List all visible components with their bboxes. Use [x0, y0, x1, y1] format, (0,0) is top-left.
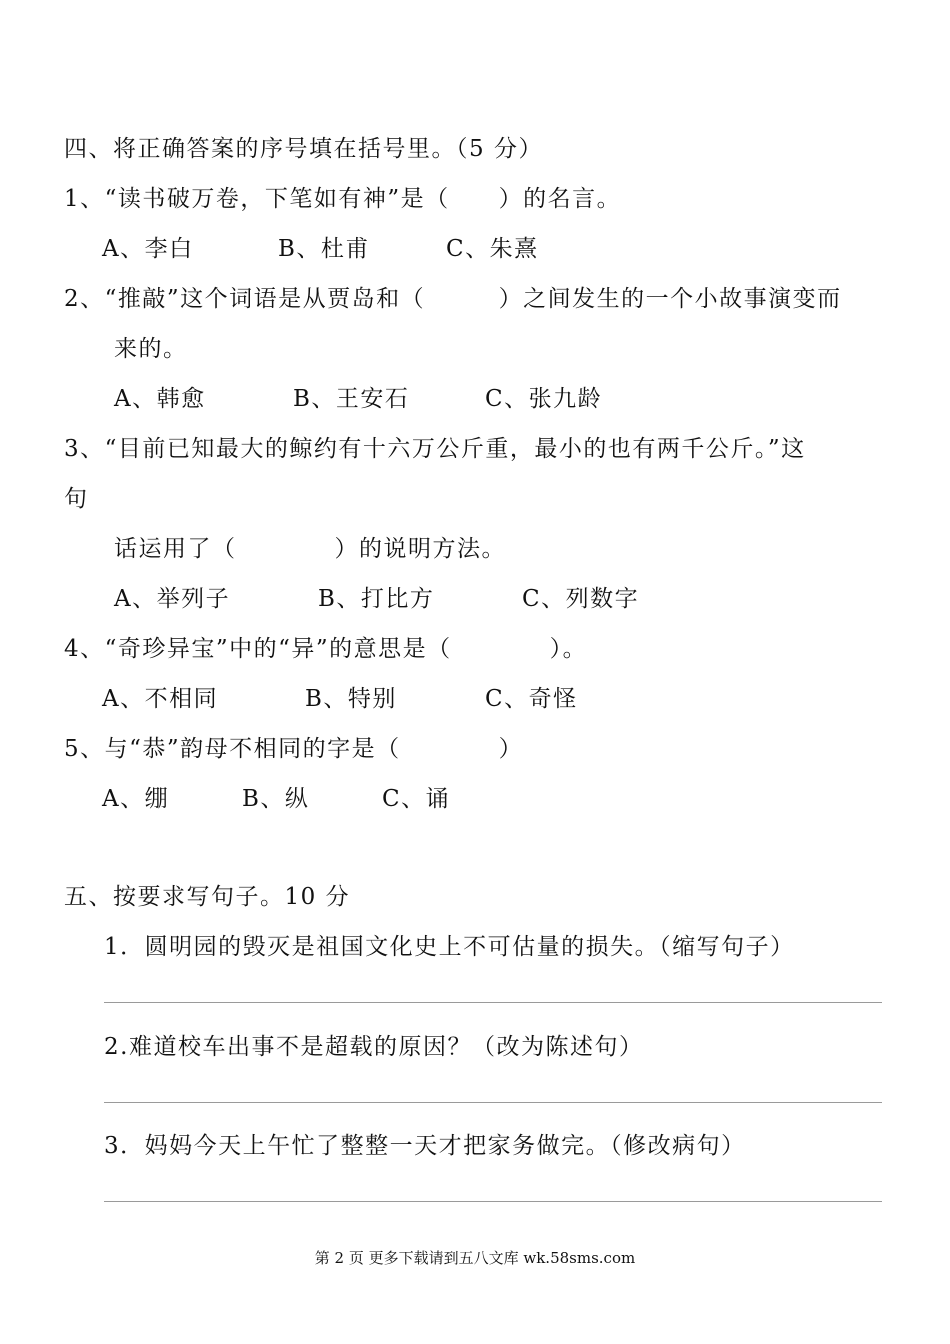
- answer-line-2: [104, 1102, 882, 1103]
- question-3: 3、“目前已知最大的鲸约有十六万公斤重，最小的也有两千公斤。”这: [64, 436, 806, 462]
- section-5-heading: 五、按要求写句子。10 分: [64, 884, 351, 910]
- option-a: A、韩愈: [114, 386, 206, 412]
- option-a: A、绷: [102, 786, 170, 812]
- page-footer: 第 2 页 更多下载请到五八文库 wk.58sms.com: [314, 1249, 636, 1267]
- question-1: 1、“读书破万卷，下笔如有神”是（ ）的名言。: [64, 186, 622, 212]
- question-4: 4、“奇珍异宝”中的“异”的意思是（ ）。: [64, 636, 588, 662]
- option-c: C、列数字: [522, 586, 640, 612]
- section-4-heading: 四、将正确答案的序号填在括号里。（5 分）: [64, 136, 543, 162]
- option-b: B、杜甫: [278, 236, 370, 262]
- option-b: B、打比方: [318, 586, 435, 612]
- option-a: A、举列子: [114, 586, 231, 612]
- option-a: A、不相同: [102, 686, 219, 712]
- question-2: 2、“推敲”这个词语是从贾岛和（ ）之间发生的一个小故事演变而: [64, 286, 842, 312]
- option-c: C、张九龄: [485, 386, 603, 412]
- option-b: B、王安石: [293, 386, 410, 412]
- sentence-task-3: 3．妈妈今天上午忙了整整一天才把家务做完。（修改病句）: [104, 1133, 746, 1159]
- option-a: A、李白: [102, 236, 194, 262]
- option-c: C、诵: [382, 786, 451, 812]
- option-c: C、奇怪: [485, 686, 578, 712]
- option-c: C、朱熹: [446, 236, 539, 262]
- question-5: 5、与“恭”韵母不相同的字是（ ）: [64, 736, 524, 762]
- option-b: B、纵: [242, 786, 310, 812]
- question-3-continuation-1: 句: [64, 486, 89, 512]
- answer-line-1: [104, 1002, 882, 1003]
- sentence-task-1: 1．圆明园的毁灭是祖国文化史上不可估量的损失。（缩写句子）: [104, 934, 795, 960]
- answer-line-3: [104, 1201, 882, 1202]
- sentence-task-2: 2.难道校车出事不是超载的原因？（改为陈述句）: [104, 1034, 644, 1060]
- option-b: B、特别: [305, 686, 397, 712]
- question-2-continuation: 来的。: [114, 336, 188, 362]
- question-3-continuation-2: 话运用了（ ）的说明方法。: [114, 536, 506, 562]
